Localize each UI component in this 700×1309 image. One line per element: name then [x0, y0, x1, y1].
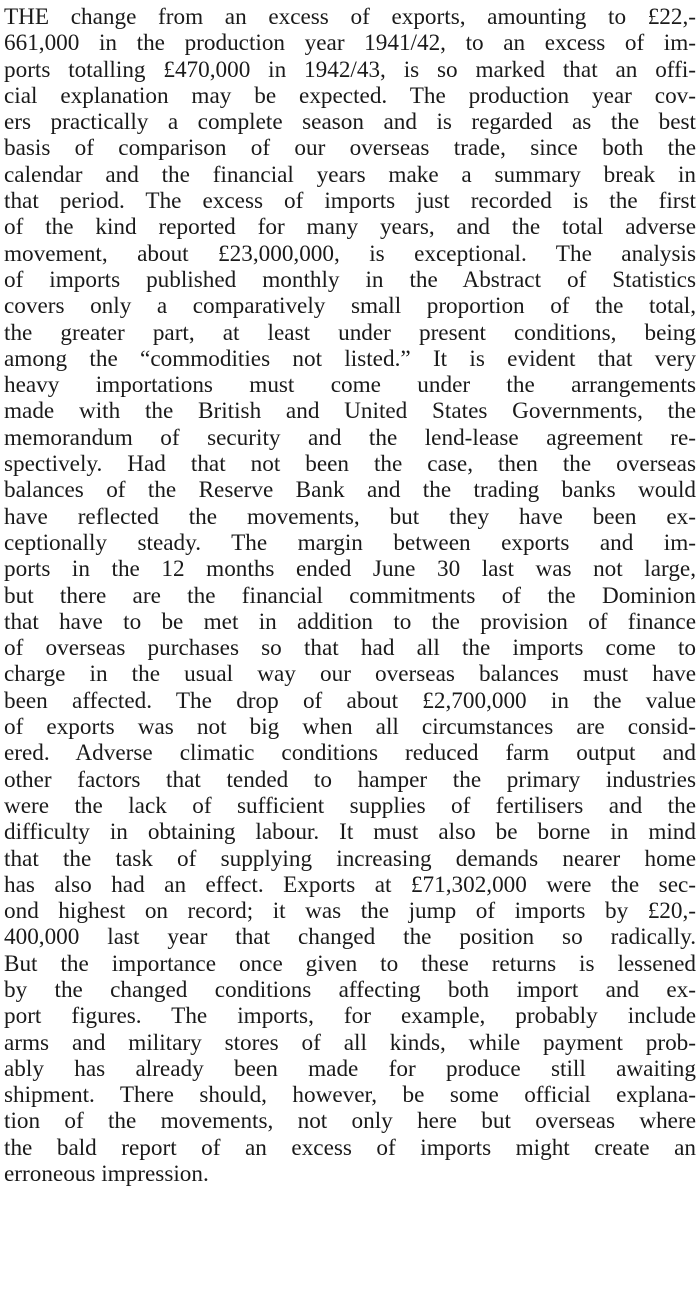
text-line: spectively. Had that not been the case, then the overseas — [4, 451, 696, 478]
text-line: memorandum of security and the lend-lease agreement re- — [4, 424, 696, 451]
text-line: charge in the usual way our overseas balances must have — [4, 661, 696, 688]
text-line: ered. Adverse climatic conditions reduced farm output and — [4, 740, 696, 767]
text-line: ceptionally steady. The margin between exports and im- — [4, 529, 696, 556]
text-line: has also had an effect. Exports at £71,302,000 were the sec- — [4, 871, 696, 898]
text-line: by the changed conditions affecting both import and ex- — [4, 976, 696, 1003]
text-line: basis of comparison of our overseas trade, since both the — [4, 135, 696, 162]
text-line: among the “commodities not listed.” It is evident that very — [4, 345, 696, 372]
text-line: tion of the movements, not only here but overseas where — [4, 1108, 696, 1135]
text-line: have reflected the movements, but they have been ex- — [4, 503, 696, 530]
text-line: of the kind reported for many years, and the total adverse — [4, 214, 696, 241]
text-line: covers only a comparatively small proportion of the total, — [4, 293, 696, 320]
text-line: arms and military stores of all kinds, while payment prob- — [4, 1029, 696, 1056]
text-line: been affected. The drop of about £2,700,000 in the value — [4, 687, 696, 714]
text-line: balances of the Reserve Bank and the trading banks would — [4, 477, 696, 504]
text-line: but there are the financial commitments of the Dominion — [4, 582, 696, 609]
text-line: 661,000 in the production year 1941/42, to an excess of im- — [4, 30, 696, 57]
text-line: of overseas purchases so that had all the imports come to — [4, 635, 696, 662]
text-line: that period. The excess of imports just recorded is the first — [4, 188, 696, 215]
text-line: heavy importations must come under the arrangements — [4, 372, 696, 399]
article-column — [4, 4, 696, 1187]
text-line: erroneous impression. — [4, 1161, 209, 1188]
text-line: the bald report of an excess of imports might create an — [4, 1134, 696, 1161]
text-line: difficulty in obtaining labour. It must also be borne in mind — [4, 819, 696, 846]
text-line: cial explanation may be expected. The production year cov- — [4, 82, 696, 109]
text-line: shipment. There should, however, be some official explana- — [4, 1082, 696, 1109]
text-line: ond highest on record; it was the jump of imports by £20,- — [4, 898, 696, 925]
text-line: ports totalling £470,000 in 1942/43, is so marked that an offi- — [4, 56, 696, 83]
text-line: were the lack of sufficient supplies of fertilisers and the — [4, 792, 696, 819]
text-line: ably has already been made for produce still awaiting — [4, 1055, 696, 1082]
text-line: movement, about £23,000,000, is exceptional. The analysis — [4, 240, 696, 267]
text-line: that have to be met in addition to the provision of finance — [4, 608, 696, 635]
text-line: ers practically a complete season and is regarded as the best — [4, 109, 696, 136]
text-line: calendar and the financial years make a summary break in — [4, 161, 696, 188]
text-line: that the task of supplying increasing demands nearer home — [4, 845, 696, 872]
text-line: THE change from an excess of exports, amounting to £22,- — [4, 4, 696, 30]
text-line: ports in the 12 months ended June 30 last was not large, — [4, 556, 696, 583]
text-line: other factors that tended to hamper the primary industries — [4, 766, 696, 793]
text-line: port figures. The imports, for example, probably include — [4, 1003, 696, 1030]
text-line: made with the British and United States Governments, the — [4, 398, 696, 425]
text-line: of imports published monthly in the Abstract of Statistics — [4, 266, 696, 293]
text-line: 400,000 last year that changed the position so radically. — [4, 924, 696, 951]
text-line: the greater part, at least under present conditions, being — [4, 319, 696, 346]
text-line: But the importance once given to these returns is lessened — [4, 950, 696, 977]
text-line: of exports was not big when all circumstances are consid- — [4, 714, 696, 741]
